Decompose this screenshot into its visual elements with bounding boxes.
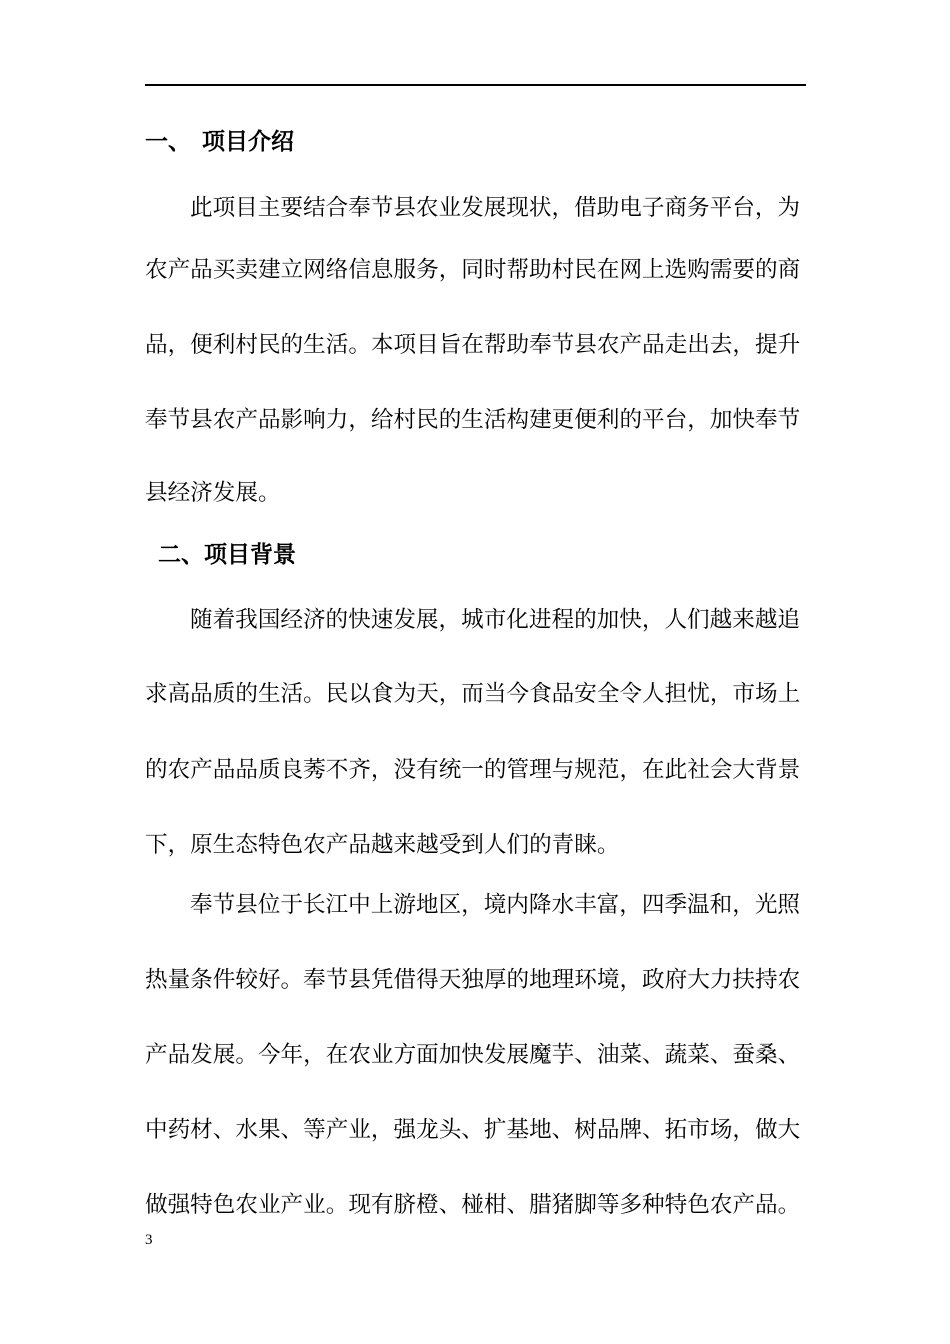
paragraph-line: 求高品质的生活。民以食为天，而当今食品安全令人担忧，市场上 bbox=[145, 681, 801, 707]
header-rule bbox=[145, 84, 806, 86]
paragraph-line: 农产品买卖建立网络信息服务，同时帮助村民在网上选购需要的商 bbox=[145, 257, 801, 283]
paragraph-line: 奉节县农产品影响力，给村民的生活构建更便利的平台，加快奉节 bbox=[145, 407, 801, 433]
paragraph-line: 下，原生态特色农产品越来越受到人们的青睐。 bbox=[145, 832, 620, 858]
paragraph-line: 县经济发展。 bbox=[145, 480, 281, 506]
page-number: 3 bbox=[145, 1232, 153, 1248]
paragraph-line: 奉节县位于长江中上游地区，境内降水丰富，四季温和，光照 bbox=[190, 892, 801, 918]
section1-heading-number: 一、 bbox=[145, 128, 191, 155]
paragraph-line: 中药材、水果、等产业，强龙头、扩基地、树品牌、拓市场，做大 bbox=[145, 1117, 801, 1143]
paragraph-line: 的农产品品质良莠不齐，没有统一的管理与规范，在此社会大背景 bbox=[145, 757, 801, 783]
paragraph-line: 产品发展。今年，在农业方面加快发展魔芋、油菜、蔬菜、蚕桑、 bbox=[145, 1042, 801, 1068]
section1-heading: 项目介绍 bbox=[202, 128, 294, 155]
section2-heading: 二、项目背景 bbox=[158, 541, 296, 568]
paragraph-line: 随着我国经济的快速发展，城市化进程的加快，人们越来越追 bbox=[190, 607, 801, 633]
paragraph-line: 做强特色农业产业。现有脐橙、椪柑、腊猪脚等多种特色农产品。 bbox=[145, 1192, 801, 1218]
paragraph-line: 品，便利村民的生活。本项目旨在帮助奉节县农产品走出去，提升 bbox=[145, 332, 801, 358]
paragraph-line: 热量条件较好。奉节县凭借得天独厚的地理环境，政府大力扶持农 bbox=[145, 967, 801, 993]
paragraph-line: 此项目主要结合奉节县农业发展现状，借助电子商务平台，为 bbox=[190, 195, 801, 221]
